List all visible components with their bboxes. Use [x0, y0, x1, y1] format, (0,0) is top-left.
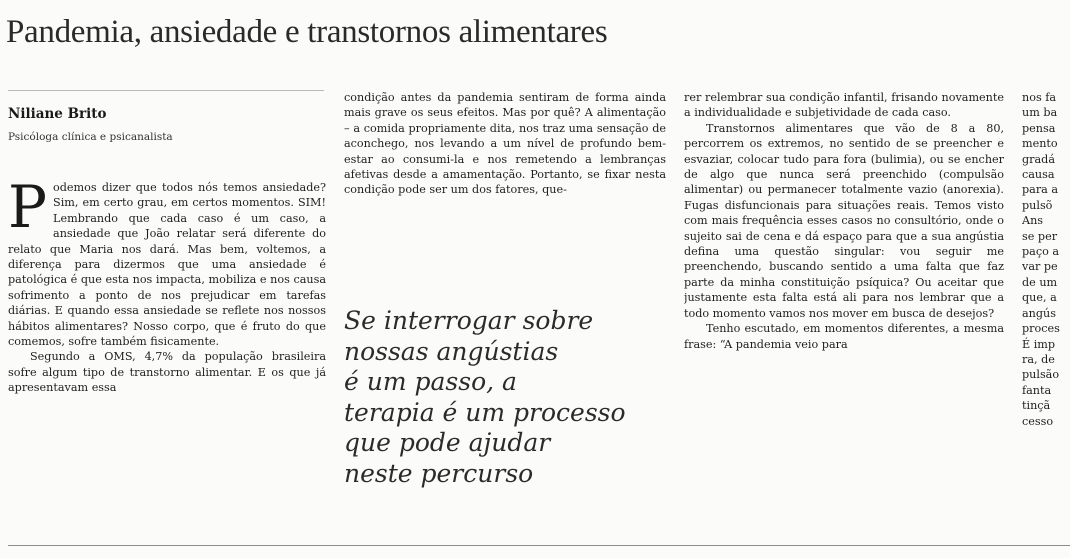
cropped-line: angús [1022, 306, 1056, 320]
cropped-line: se per [1022, 229, 1058, 243]
paragraph: rer relembrar sua condição infantil, frisando novamente a individualidade e subjetividade de cada caso. [684, 91, 1004, 120]
paragraph: Segundo a OMS, 4,7% da população brasileira sofre algum tipo de transtorno alimentar. E os que já apresentavam essa [8, 350, 326, 395]
author-name: Niliane Brito [8, 106, 107, 122]
article-column-3 [684, 90, 1004, 500]
cropped-line: pulsão [1022, 368, 1060, 382]
cropped-line: nos fa [1022, 91, 1057, 104]
cropped-line: causa [1022, 168, 1055, 182]
paragraph-text: odemos dizer que todos nós temos ansiedade? Sim, em certo grau, em certos momentos. SIM! Lembrando que cada caso é um caso, a ansiedade que João relatar será diferente do relato que Maria nos dará. Mas bem, voltemos, a diferença para dizermos que uma ansiedade é patológica é que esta nos impacta, mobiliza e nos causa sofrimento a ponto de nos prejudicar em tarefas diárias. E quando essa ansiedade se reflete nos nossos hábitos alimentares? Nosso corpo, que é fruto do que comemos, sofre também fisicamente. [8, 181, 326, 349]
author-role: Psicóloga clínica e psicanalista [8, 131, 173, 143]
pull-quote-line: Se interrogar sobre [344, 306, 594, 335]
cropped-line: proces [1022, 322, 1060, 336]
cropped-line: de um [1022, 275, 1058, 289]
drop-cap: P [8, 180, 48, 241]
paragraph: condição antes da pandemia sentiram de forma ainda mais grave os seus efeitos. Mas por quê? A alimentação – a comida propriamente dita, nos traz uma sensação de aconchego, nos levando a um nível de profundo bem-estar ao consumi-la e nos remetendo a lembranças afetivas desde a amamentação. Portanto, se fixar nesta condição pode ser um dos fatores, que- [344, 91, 666, 197]
cropped-line: mento [1022, 137, 1058, 151]
pull-quote-line: neste percurso [344, 458, 534, 488]
pull-quote-line: que pode ajudar [344, 428, 551, 457]
cropped-line: cesso [1022, 414, 1054, 428]
headline: Pandemia, ansiedade e transtornos alimentares [6, 14, 608, 50]
article-column-2 [344, 90, 666, 256]
article-column-4-cropped [1022, 90, 1070, 500]
pull-quote [344, 306, 664, 489]
paragraph: Transtornos alimentares que vão de 8 a 80, percorrem os extremos, no sentido de se preencher e esvaziar, colocar tudo para fora (bulimia), ou se encher de algo que nunca será preenchido (compulsão alimentar) ou permanecer totalmente vazio (anorexia). Fugas disfuncionais para situações reais. Temos visto com mais frequência esses casos no consultório, onde o sujeito sai de cena e dá espaço para que a sua angústia defina uma questão singular: vou seguir me preenchendo, buscando sentido a uma falta que faz parte da minha constituição psíquica? Ou aceitar que justamente esta falta está ali para nos lembrar que a todo momento vamos nos mover em busca de desejos? [684, 121, 1004, 320]
pull-quote-line: nossas angústias [344, 336, 559, 366]
cropped-line: pensa [1022, 121, 1056, 135]
divider-top [8, 90, 324, 91]
cropped-line: que, a [1022, 291, 1057, 305]
divider-bottom [8, 545, 1070, 546]
cropped-line: pulsõ [1022, 198, 1053, 212]
cropped-line: paço a [1022, 245, 1060, 259]
cropped-line: gradá [1022, 152, 1056, 166]
cropped-line: var pe [1022, 260, 1058, 274]
cropped-line: É imp [1022, 337, 1056, 351]
cropped-line: Ans [1022, 214, 1044, 228]
article-column-1 [8, 180, 326, 496]
cropped-line: um ba [1022, 106, 1058, 120]
pull-quote-line: é um passo, a [344, 367, 517, 396]
paragraph [8, 180, 326, 349]
paragraph: Tenho escutado, em momentos diferentes, a mesma frase: “A pandemia veio para [684, 322, 1004, 351]
cropped-line: ra, de [1022, 352, 1055, 366]
cropped-line: para a [1022, 183, 1059, 197]
pull-quote-line: terapia é um processo [344, 397, 626, 427]
cropped-line: fanta [1022, 383, 1052, 397]
cropped-line: tinçã [1022, 399, 1051, 413]
